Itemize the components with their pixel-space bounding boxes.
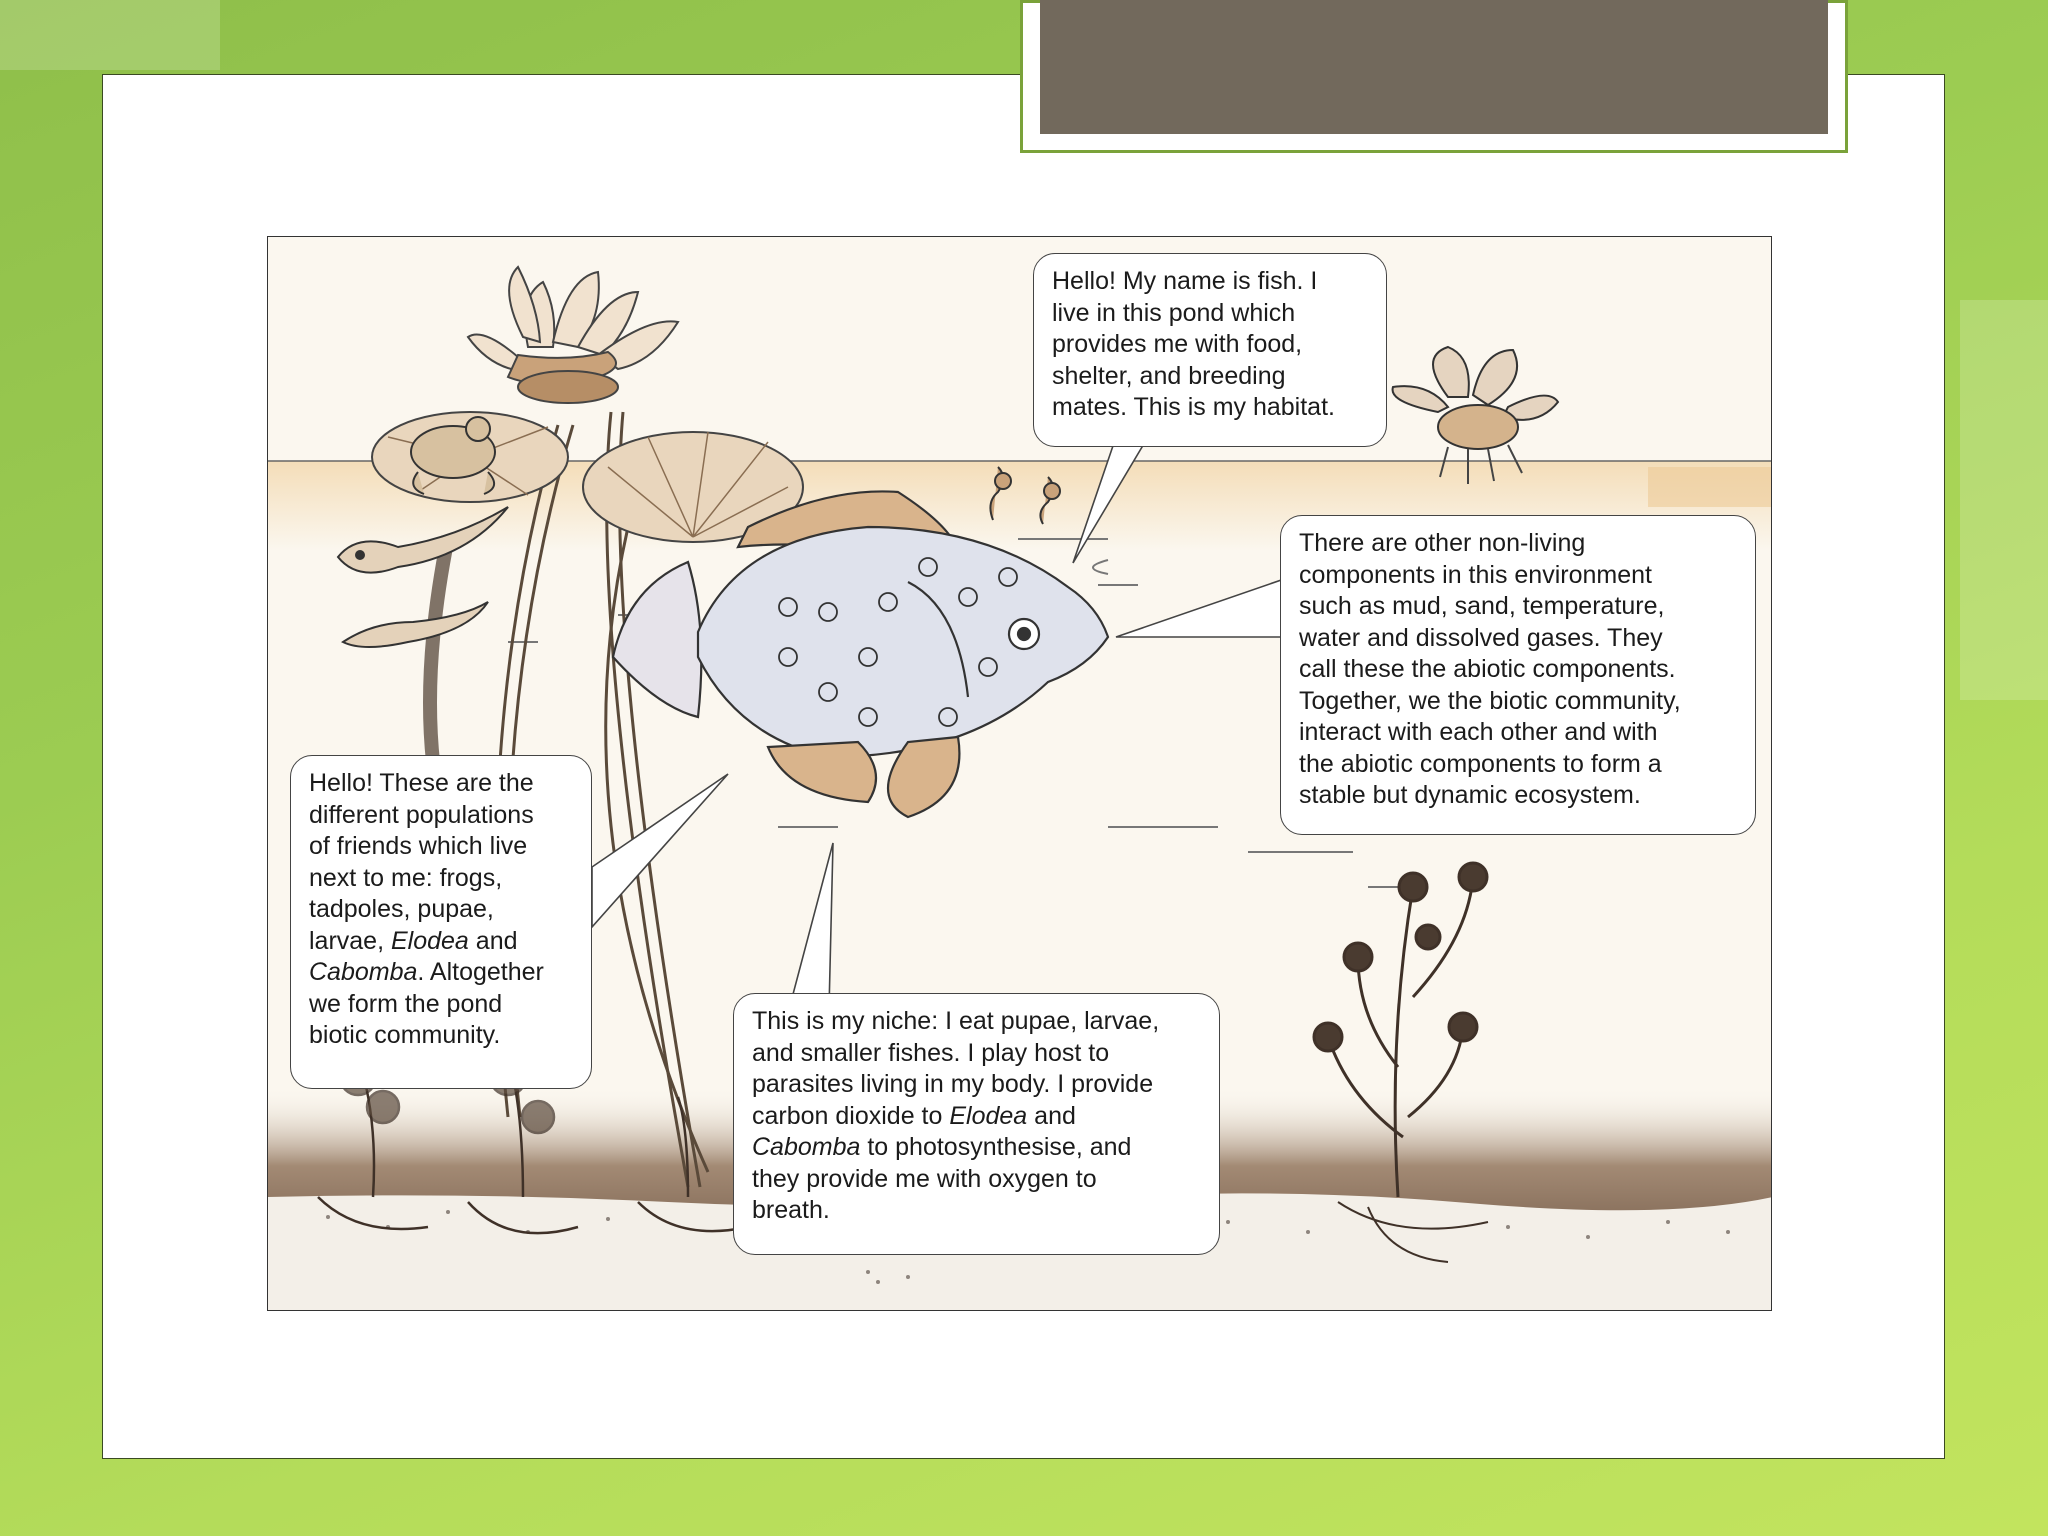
speech-bubble-community	[290, 755, 592, 1089]
bubble-line: different populations	[309, 800, 534, 829]
bubble-line	[752, 1132, 1201, 1164]
speech-bubble-niche	[733, 993, 1220, 1255]
species-name-cabomba: Cabomba	[752, 1133, 861, 1161]
bubble-line	[752, 1101, 1201, 1133]
bubble-line: parasites living in my body. I provide	[752, 1070, 1154, 1098]
bubble-text: carbon dioxide to	[752, 1101, 950, 1130]
speech-bubble-habitat	[1033, 253, 1387, 447]
bubble-line	[309, 957, 573, 989]
bubble-line: Hello! These are the	[309, 769, 534, 797]
background-facet	[0, 0, 220, 70]
bubble-line: breath.	[752, 1196, 830, 1224]
bubble-line: live in this pond which	[1052, 298, 1296, 327]
bubble-line: next to me: frogs,	[309, 863, 503, 892]
bubble-text: and	[1027, 1101, 1076, 1130]
bubble-line: components in this environment	[1299, 560, 1652, 589]
bubble-text: . Altogether	[417, 958, 544, 986]
bubble-text: larvae,	[309, 926, 391, 955]
background-facet	[1960, 300, 2048, 700]
bubble-line: they provide me with oxygen to	[752, 1164, 1097, 1193]
bubble-line: such as mud, sand, temperature,	[1299, 592, 1665, 620]
bubble-line: shelter, and breeding	[1052, 361, 1286, 390]
bubble-line	[309, 926, 573, 958]
species-name-elodea: Elodea	[390, 926, 469, 955]
bubble-line: stable but dynamic ecosystem.	[1299, 781, 1641, 809]
bubble-line: This is my niche: I eat pupae, larvae,	[752, 1007, 1160, 1035]
bubble-line: There are other non-living	[1299, 529, 1586, 557]
bubble-line: tadpoles, pupae,	[309, 895, 494, 923]
bubble-text: and	[468, 926, 518, 955]
bubble-line: call these the abiotic components.	[1299, 655, 1676, 683]
bubble-line: biotic community.	[309, 1021, 501, 1049]
bubble-line: and smaller fishes. I play host to	[752, 1038, 1110, 1067]
bubble-line: the abiotic components to form a	[1299, 749, 1662, 778]
bubble-line: of friends which live	[309, 832, 528, 860]
bubble-line: we form the pond	[309, 989, 503, 1018]
pond-ecosystem-figure	[267, 236, 1772, 1311]
bubble-line: interact with each other and with	[1299, 718, 1658, 746]
bubble-line: Hello! My name is fish. I	[1052, 267, 1318, 295]
speech-bubble-abiotic	[1280, 515, 1756, 835]
water-lily-flower	[468, 267, 678, 403]
bubble-text: to photosynthesise, and	[860, 1133, 1132, 1161]
bubble-line: provides me with food,	[1052, 330, 1303, 358]
bubble-line: mates. This is my habitat.	[1052, 393, 1335, 421]
bubble-line: Together, we the biotic community,	[1299, 686, 1681, 715]
slide-title-placeholder[interactable]	[1040, 0, 1828, 134]
species-name-elodea: Elodea	[949, 1101, 1028, 1130]
bubble-line: water and dissolved gases. They	[1299, 623, 1663, 652]
species-name-cabomba: Cabomba	[309, 958, 418, 986]
